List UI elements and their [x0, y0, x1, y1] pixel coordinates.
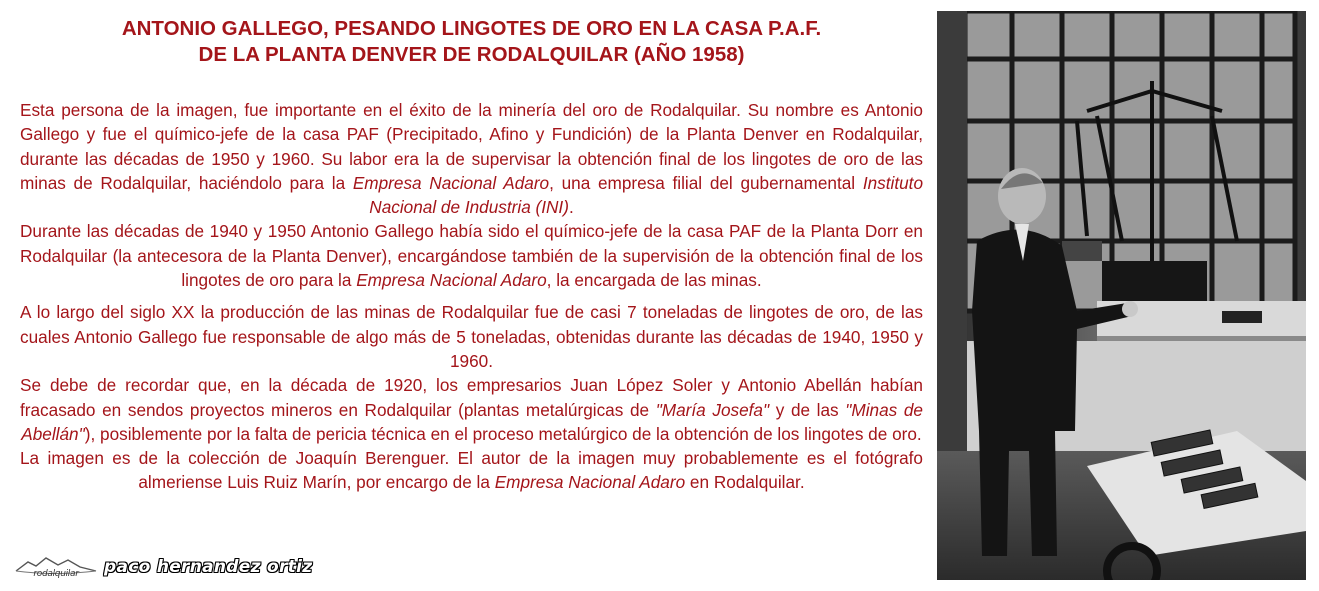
paragraph-4-text: Se debe de recordar que, en la década de 1920, los empresarios Juan López Soler y Antonio Abellán habían fracasado en sendos proyectos mineros en Rodalquilar (plantas metalúrgicas de: [20, 375, 923, 420]
institute-name: Instituto Nacional de Industria (INI): [369, 172, 924, 218]
company-name: Empresa Nacional Adaro: [352, 172, 550, 193]
company-name: Empresa Nacional Adaro: [494, 472, 686, 493]
paragraph-4-end: ), posiblemente por la falta de pericia técnica en el proceso metalúrgico de la obtención de los lingotes de oro.: [84, 423, 922, 444]
company-name: Empresa Nacional Adaro: [356, 270, 547, 291]
paragraph-2: [20, 219, 923, 292]
page-title: [20, 16, 923, 68]
paragraph-3: [20, 300, 923, 373]
title-line-2: DE LA PLANTA DENVER DE RODALQUILAR (AÑO 1958): [198, 43, 745, 66]
mines-name: "Minas de Abellán": [21, 399, 923, 444]
paragraph-3-text: A lo largo del siglo XX la producción de las minas de Rodalquilar fue de casi 7 toneladas de lingotes de oro, de las cuales Antonio Gallego fue responsable de algo más de 5 toneladas, obtenidas durante las décadas de 1940, 1950 y 1960.: [20, 302, 923, 371]
signature: [14, 553, 334, 581]
paragraph-1-text-2: , una empresa filial del gubernamental: [549, 172, 863, 193]
paragraph-2-text: Durante las décadas de 1940 y 1950 Antonio Gallego había sido el químico-jefe de la casa PAF de la Planta Dorr en Rodalquilar (la antecesora de la Planta Denver), encargándose también de la supervisión de la obtención final de los lingotes de oro para la: [20, 221, 923, 291]
paragraph-5-end: en Rodalquilar.: [685, 472, 805, 493]
paragraph-1-end: .: [568, 197, 574, 218]
paragraph-2-end: , la encargada de las minas.: [546, 270, 762, 291]
paragraph-4-text-2: y de las: [769, 399, 846, 420]
logo-text: rodalquilar: [33, 569, 79, 579]
author-signature: paco hernandez ortiz: [104, 557, 313, 577]
plant-name: "María Josefa": [655, 399, 770, 420]
historical-photo: [937, 11, 1306, 580]
title-line-1: ANTONIO GALLEGO, PESANDO LINGOTES DE ORO EN LA CASA P.A.F.: [121, 17, 822, 40]
paragraph-5: [20, 446, 923, 495]
paragraph-5-text: La imagen es de la colección de Joaquín Berenguer. El autor de la imagen muy probablemente es el fotógrafo almeriense Luis Ruiz Marín, por encargo de la: [20, 448, 923, 493]
historical-photo-icon: [937, 11, 1306, 580]
rodalquilar-logo: [14, 554, 98, 580]
paragraph-4: [20, 373, 923, 446]
paragraph-1: [20, 98, 923, 219]
article-body: [20, 98, 923, 495]
paragraph-1-text: Esta persona de la imagen, fue importante en el éxito de la minería del oro de Rodalquilar. Su nombre es Antonio Gallego y fue el químico-jefe de la casa PAF (Precipitado, Afino y Fundición) de la Planta Denver en Rodalquilar, durante las décadas de 1950 y 1960. Su labor era la de supervisar la obtención final de los lingotes de oro de las minas de Rodalquilar, haciéndolo para la: [20, 100, 923, 193]
